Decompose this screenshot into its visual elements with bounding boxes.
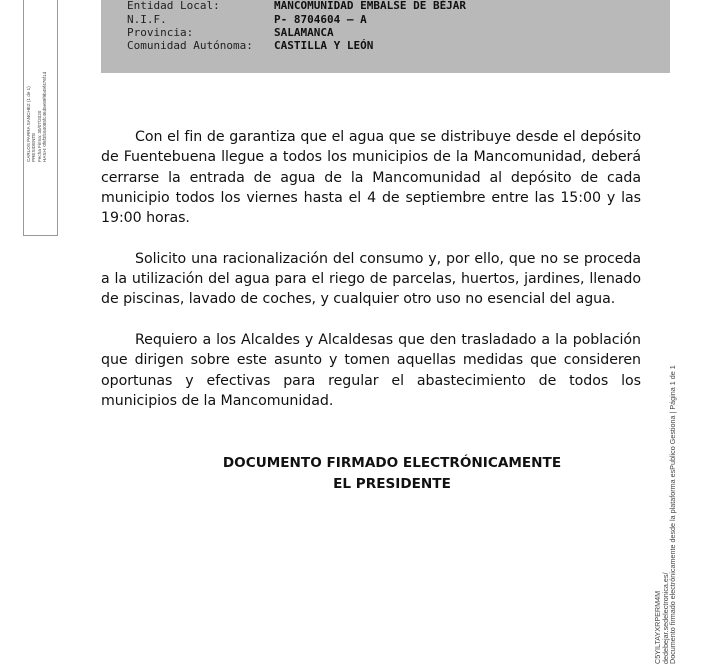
entity-label: Entidad Local: (127, 0, 220, 12)
verification-stamp-text (654, 365, 677, 664)
nif-value: P- 8704604 – A (274, 12, 367, 26)
paragraph-closure-schedule: Con el fin de garantiza que el agua que se distribuye desde el depósito de Fuentebuena llegue a todos los municipios de la Mancomunidad, deberá cerrarse la entrada de agua de la Mancomunidad al depósito de cada municipio todos los viernes hasta el 4 de septiembre entre las 15:00 y las 19:00 horas. (101, 129, 641, 227)
stamp-signer-name: CARLOS PARRA SANCHEZ (1 de 1) (26, 86, 31, 162)
entity-info-box (101, 0, 670, 73)
signature-role-line: EL PRESIDENTE (333, 475, 451, 492)
paragraph-consumption: Solicito una racionalización del consumo y, por ello, que no se proceda a la utilización del agua para el riego de parcelas, huertos, jardines, llenado de piscinas, lavado de coches, y cualquier otro uso no esencial del agua. (101, 250, 641, 308)
stamp-signature-date: Fecha Firma: 30/07/2020 (36, 110, 42, 162)
document-body (101, 127, 641, 431)
signature-block (101, 453, 683, 494)
verification-code: C5YILTAYXRPERM4M (653, 590, 662, 664)
community-label: Comunidad Autónoma: (127, 38, 253, 52)
paragraph-mayors-request: Requiero a los Alcaldes y Alcaldesas que den trasladado a la población que dirigen sobre este asunto y tomen aquellas medidas que consideren oportunas y efectivas para regular el abastecimiento de todos los municipios de la Mancomunidad. (101, 331, 641, 409)
nif-label: N.I.F. (127, 12, 167, 26)
signature-electronic-line: DOCUMENTO FIRMADO ELECTRÓNICAMENTE (222, 455, 562, 471)
verification-platform-note: Documento firmado electrónicamente desde la plataforma esPublico Gestiona | Página 1 de 1 (668, 365, 678, 664)
stamp-signature-hash: HASH: 0f6f3fc64085fc46d5e89f9b49f476f1d (42, 71, 48, 162)
entity-value: MANCOMUNIDAD EMBALSE DE BÉJAR (274, 0, 467, 12)
community-value: CASTILLA Y LEÓN (274, 38, 374, 52)
province-label: Provincia: (127, 25, 194, 39)
stamp-signer-role: PRESIDENTE (31, 132, 37, 162)
verification-url: dedebejar.sedelectronica.es/ (660, 572, 670, 664)
signature-stamp-text (26, 72, 48, 162)
province-value: SALAMANCA (274, 25, 334, 39)
